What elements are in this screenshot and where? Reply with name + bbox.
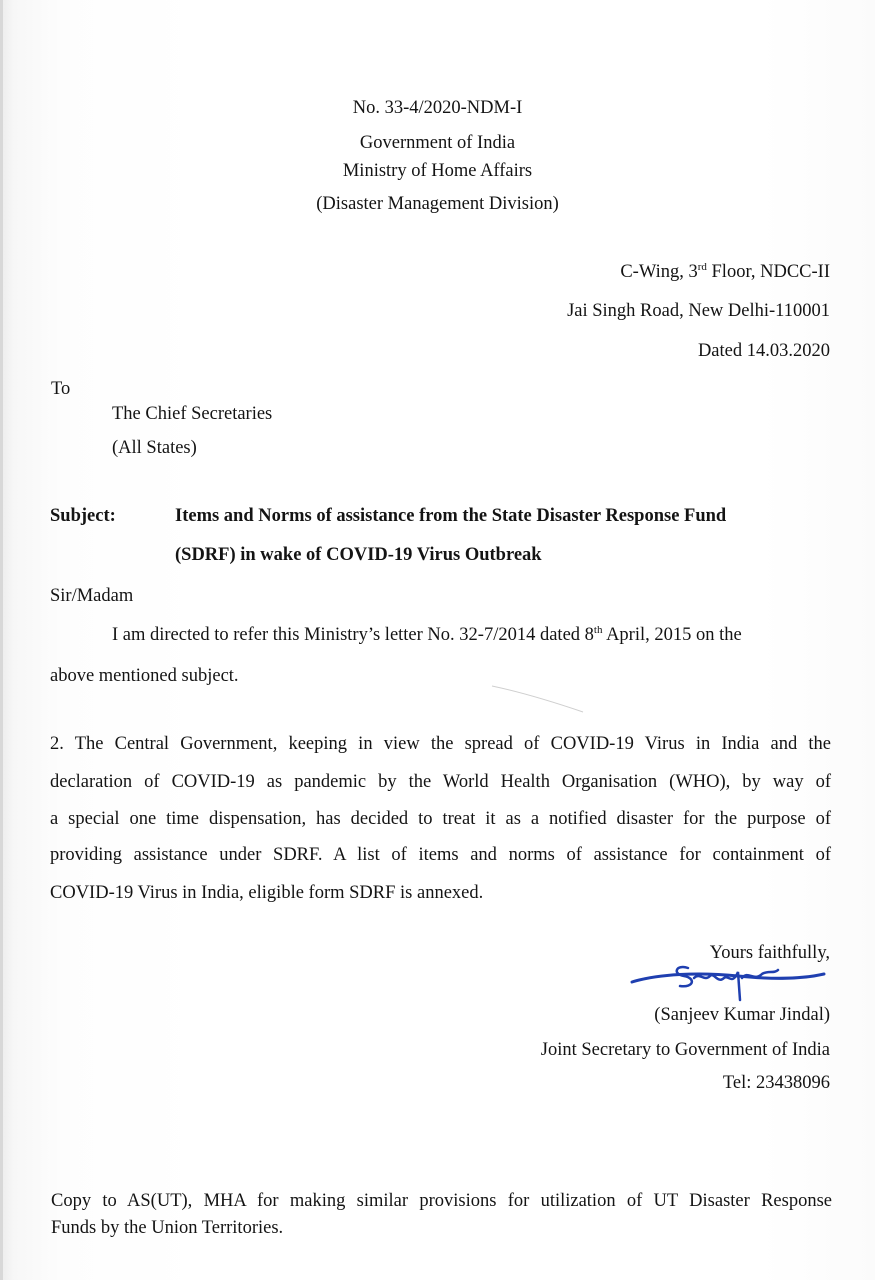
copy-to-line-1: Copy to AS(UT), MHA for making similar provisions for utilization of UT Disaster Response xyxy=(51,1191,832,1211)
para1-line-1: I am directed to refer this Ministry’s letter No. 32-7/2014 dated 8th April, 2015 on the xyxy=(112,624,742,645)
recipient-name: The Chief Secretaries xyxy=(112,404,273,424)
letter-date: Dated 14.03.2020 xyxy=(697,341,830,361)
signatory-name: (Sanjeev Kumar Jindal) xyxy=(654,1005,830,1025)
closing-yours-faithfully: Yours faithfully, xyxy=(709,943,830,963)
para2-line-5: COVID-19 Virus in India, eligible form SDRF is annexed. xyxy=(50,883,484,903)
para2-line-4: providing assistance under SDRF. A list of items and norms of assistance for containment of xyxy=(50,845,831,865)
to-label: To xyxy=(51,379,71,399)
file-number: No. 33-4/2020-NDM-I xyxy=(352,98,523,118)
address-line-1: C-Wing, 3rd Floor, NDCC-II xyxy=(620,261,830,282)
para1-line-2: above mentioned subject. xyxy=(50,666,239,686)
ministry-name: Ministry of Home Affairs xyxy=(342,161,533,181)
para2-line-3: a special one time dispensation, has decided to treat it as a notified disaster for the purpose of xyxy=(50,809,831,829)
para2-line-1: 2. The Central Government, keeping in view the spread of COVID-19 Virus in India and the xyxy=(50,734,831,754)
handwritten-signature-icon xyxy=(628,960,828,1002)
signatory-designation: Joint Secretary to Government of India xyxy=(540,1040,830,1060)
stray-mark xyxy=(490,684,585,714)
subject-line-2: (SDRF) in wake of COVID-19 Virus Outbreak xyxy=(175,545,542,565)
division-name: (Disaster Management Division) xyxy=(316,194,559,214)
address-line-2: Jai Singh Road, New Delhi-110001 xyxy=(567,301,830,321)
copy-to-line-2: Funds by the Union Territories. xyxy=(51,1218,284,1238)
subject-line-1: Items and Norms of assistance from the State Disaster Response Fund xyxy=(175,506,727,526)
subject-label: Subject: xyxy=(50,506,116,526)
signatory-telephone: Tel: 23438096 xyxy=(722,1073,830,1093)
government-name: Government of India xyxy=(359,133,516,153)
para2-line-2: declaration of COVID-19 as pandemic by the World Health Organisation (WHO), by way of xyxy=(50,772,831,792)
salutation: Sir/Madam xyxy=(50,586,134,606)
recipient-scope: (All States) xyxy=(112,438,197,458)
